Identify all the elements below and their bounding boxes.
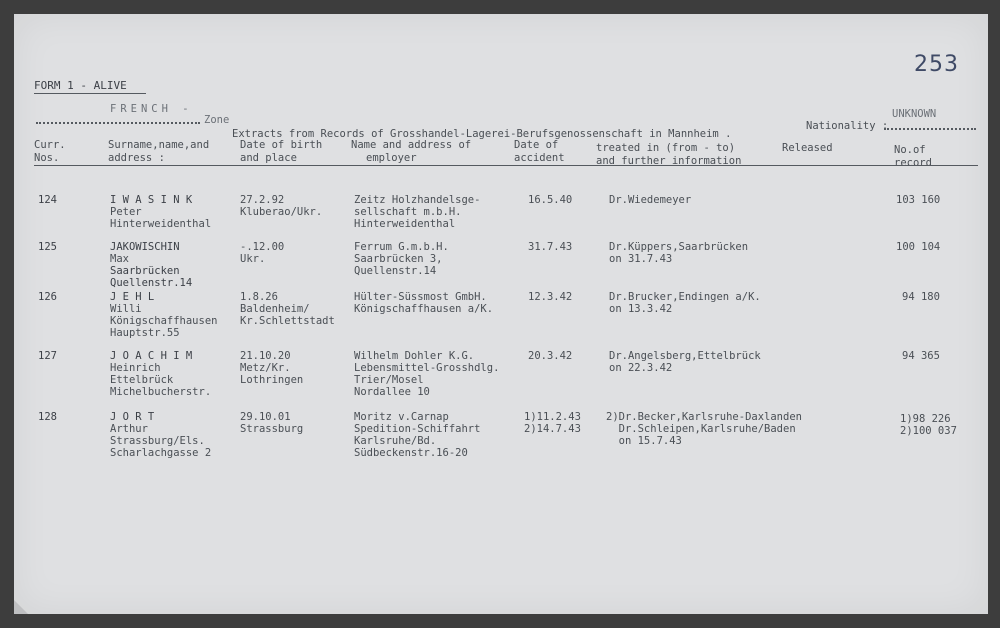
page-number: 253 bbox=[914, 52, 959, 77]
cell-text-line: 1.8.26 bbox=[240, 291, 278, 303]
cell-text-line: Trier/Mosel bbox=[354, 374, 424, 386]
row-127-curr bbox=[38, 350, 57, 362]
cell-text-line: on 15.7.43 bbox=[606, 435, 682, 447]
col-surname-2: address : bbox=[108, 152, 165, 164]
row-124-dob bbox=[240, 194, 322, 218]
col-accident-2: accident bbox=[514, 152, 565, 164]
row-127-treated bbox=[609, 350, 761, 374]
cell-text-line: Baldenheim/ bbox=[240, 303, 310, 315]
row-125-treated bbox=[609, 241, 748, 265]
cell-text-line: I W A S I N K bbox=[110, 194, 193, 206]
cell-text-line: 127 bbox=[38, 350, 57, 362]
cell-text-line: sellschaft m.b.H. bbox=[354, 206, 462, 218]
cell-text-line: J O A C H I M bbox=[110, 350, 193, 362]
cell-text-line: 1)98 226 bbox=[900, 413, 951, 425]
zone-dotted-line bbox=[36, 122, 200, 124]
cell-text-line: -.12.00 bbox=[240, 241, 285, 253]
cell-text-line: Dr.Küppers,Saarbrücken bbox=[609, 241, 749, 253]
row-125-accident bbox=[528, 241, 572, 253]
zone-name: FRENCH - bbox=[110, 103, 193, 115]
cell-text-line: 94 180 bbox=[902, 291, 940, 303]
col-record-2: record bbox=[894, 157, 932, 169]
cell-text-line: 12.3.42 bbox=[528, 291, 573, 303]
row-126-dob bbox=[240, 291, 335, 327]
row-126-curr bbox=[38, 291, 57, 303]
nationality-label: Nationality : bbox=[806, 120, 889, 132]
cell-text-line: Metz/Kr. bbox=[240, 362, 291, 374]
col-curr-2: Nos. bbox=[34, 152, 60, 164]
col-employer-2: employer bbox=[366, 152, 417, 164]
row-125-curr bbox=[38, 241, 57, 253]
cell-text-line: 2)100 037 bbox=[900, 425, 957, 437]
col-employer-1: Name and address of bbox=[351, 139, 472, 151]
cell-text-line: Peter bbox=[110, 206, 142, 218]
cell-text-line: Max bbox=[110, 253, 129, 265]
row-128-accident bbox=[524, 411, 581, 435]
cell-text-line: Strassburg/Els. bbox=[110, 435, 205, 447]
cell-text-line: 27.2.92 bbox=[240, 194, 285, 206]
row-128-name bbox=[110, 411, 211, 459]
cell-text-line: Arthur bbox=[110, 423, 148, 435]
row-128-dob bbox=[240, 411, 303, 435]
form-label: FORM 1 - ALIVE bbox=[34, 79, 127, 92]
cell-text-line: Heinrich bbox=[110, 362, 161, 374]
page-corner bbox=[14, 600, 28, 614]
row-128-curr bbox=[38, 411, 57, 423]
cell-text-line: Nordallee 10 bbox=[354, 386, 430, 398]
nationality-dotted-line bbox=[884, 128, 976, 130]
cell-text-line: Karlsruhe/Bd. bbox=[354, 435, 437, 447]
row-125-employer bbox=[354, 241, 449, 277]
row-127-name bbox=[110, 350, 211, 398]
cell-text-line: Willi bbox=[110, 303, 142, 315]
row-126-accident bbox=[528, 291, 572, 303]
extracts-title: Extracts from Records of Grosshandel-Lagerei-Berufsgenossenschaft in Mannheim . bbox=[232, 128, 732, 140]
cell-text-line: Ukr. bbox=[240, 253, 266, 265]
row-126-treated bbox=[609, 291, 761, 315]
cell-text-line: 128 bbox=[38, 411, 57, 423]
col-curr-1: Curr. bbox=[34, 139, 66, 151]
cell-text-line: 103 160 bbox=[896, 194, 941, 206]
cell-text-line: Hinterweidenthal bbox=[110, 218, 212, 230]
row-128-employer bbox=[354, 411, 480, 459]
cell-text-line: Ferrum G.m.b.H. bbox=[354, 241, 449, 253]
row-124-treated bbox=[609, 194, 691, 206]
cell-text-line: Dr.Schleipen,Karlsruhe/Baden bbox=[606, 423, 796, 435]
row-126-employer bbox=[354, 291, 493, 315]
header-rule bbox=[34, 165, 978, 166]
row-125-dob bbox=[240, 241, 284, 265]
row-127-accident bbox=[528, 350, 572, 362]
cell-text-line: Hinterweidenthal bbox=[354, 218, 456, 230]
col-treated-1: treated in (from - to) bbox=[596, 142, 736, 154]
cell-text-line: Kr.Schlettstadt bbox=[240, 315, 335, 327]
cell-text-line: 20.3.42 bbox=[528, 350, 573, 362]
cell-text-line: Scharlachgasse 2 bbox=[110, 447, 212, 459]
cell-text-line: J O R T bbox=[110, 411, 155, 423]
cell-text-line: 125 bbox=[38, 241, 57, 253]
cell-text-line: on 31.7.43 bbox=[609, 253, 673, 265]
cell-text-line: Quellenstr.14 bbox=[110, 277, 193, 289]
zone-label: Zone bbox=[204, 114, 230, 126]
cell-text-line: 1)11.2.43 bbox=[524, 411, 581, 423]
cell-text-line: Königschaffhausen a/K. bbox=[354, 303, 494, 315]
cell-text-line: 126 bbox=[38, 291, 57, 303]
cell-text-line: Saarbrücken 3, bbox=[354, 253, 443, 265]
cell-text-line: on 13.3.42 bbox=[609, 303, 673, 315]
cell-text-line: JAKOWISCHIN bbox=[110, 241, 180, 253]
cell-text-line: 100 104 bbox=[896, 241, 941, 253]
cell-text-line: J E H L bbox=[110, 291, 155, 303]
cell-text-line: Michelbucherstr. bbox=[110, 386, 212, 398]
form-label-underline bbox=[34, 93, 146, 94]
row-126-name bbox=[110, 291, 217, 339]
cell-text-line: 124 bbox=[38, 194, 57, 206]
row-124-name bbox=[110, 194, 211, 230]
cell-text-line: Zeitz Holzhandelsge- bbox=[354, 194, 481, 206]
cell-text-line: Lebensmittel-Grosshdlg. bbox=[354, 362, 500, 374]
cell-text-line: Südbeckenstr.16-20 bbox=[354, 447, 468, 459]
row-125-record bbox=[896, 241, 940, 253]
row-126-record bbox=[902, 291, 940, 303]
cell-text-line: Lothringen bbox=[240, 374, 304, 386]
col-record-1: No.of bbox=[894, 144, 926, 156]
row-124-accident bbox=[528, 194, 572, 206]
cell-text-line: Dr.Brucker,Endingen a/K. bbox=[609, 291, 761, 303]
cell-text-line: Hauptstr.55 bbox=[110, 327, 180, 339]
cell-text-line: Moritz v.Carnap bbox=[354, 411, 449, 423]
document-sheet bbox=[14, 14, 988, 614]
row-124-employer bbox=[354, 194, 480, 230]
cell-text-line: Wilhelm Dohler K.G. bbox=[354, 350, 475, 362]
row-124-curr bbox=[38, 194, 57, 206]
cell-text-line: 21.10.20 bbox=[240, 350, 291, 362]
cell-text-line: 94 365 bbox=[902, 350, 940, 362]
col-surname-1: Surname,name,and bbox=[108, 139, 210, 151]
col-dob-2: and place bbox=[240, 152, 297, 164]
row-128-record bbox=[900, 413, 957, 437]
row-127-dob bbox=[240, 350, 303, 386]
col-released: Released bbox=[782, 142, 833, 154]
cell-text-line: 2)Dr.Becker,Karlsruhe-Daxlanden bbox=[606, 411, 802, 423]
row-124-record bbox=[896, 194, 940, 206]
col-dob-1: Date of birth bbox=[240, 139, 323, 151]
cell-text-line: Spedition-Schiffahrt bbox=[354, 423, 481, 435]
cell-text-line: Königschaffhausen bbox=[110, 315, 218, 327]
row-128-treated bbox=[606, 411, 802, 447]
cell-text-line: Saarbrücken bbox=[110, 265, 180, 277]
cell-text-line: Kluberao/Ukr. bbox=[240, 206, 323, 218]
cell-text-line: Dr.Angelsberg,Ettelbrück bbox=[609, 350, 761, 362]
col-treated-2: and further information bbox=[596, 155, 742, 167]
cell-text-line: Strassburg bbox=[240, 423, 304, 435]
row-127-record bbox=[902, 350, 940, 362]
row-127-employer bbox=[354, 350, 499, 398]
nationality-value: UNKNOWN bbox=[892, 108, 937, 120]
cell-text-line: 16.5.40 bbox=[528, 194, 573, 206]
cell-text-line: Hülter-Süssmost GmbH. bbox=[354, 291, 487, 303]
cell-text-line: Quellenstr.14 bbox=[354, 265, 437, 277]
row-125-name bbox=[110, 241, 192, 289]
cell-text-line: Dr.Wiedemeyer bbox=[609, 194, 692, 206]
cell-text-line: 2)14.7.43 bbox=[524, 423, 581, 435]
col-accident-1: Date of bbox=[514, 139, 559, 151]
cell-text-line: 31.7.43 bbox=[528, 241, 573, 253]
cell-text-line: Ettelbrück bbox=[110, 374, 174, 386]
cell-text-line: 29.10.01 bbox=[240, 411, 291, 423]
cell-text-line: on 22.3.42 bbox=[609, 362, 673, 374]
